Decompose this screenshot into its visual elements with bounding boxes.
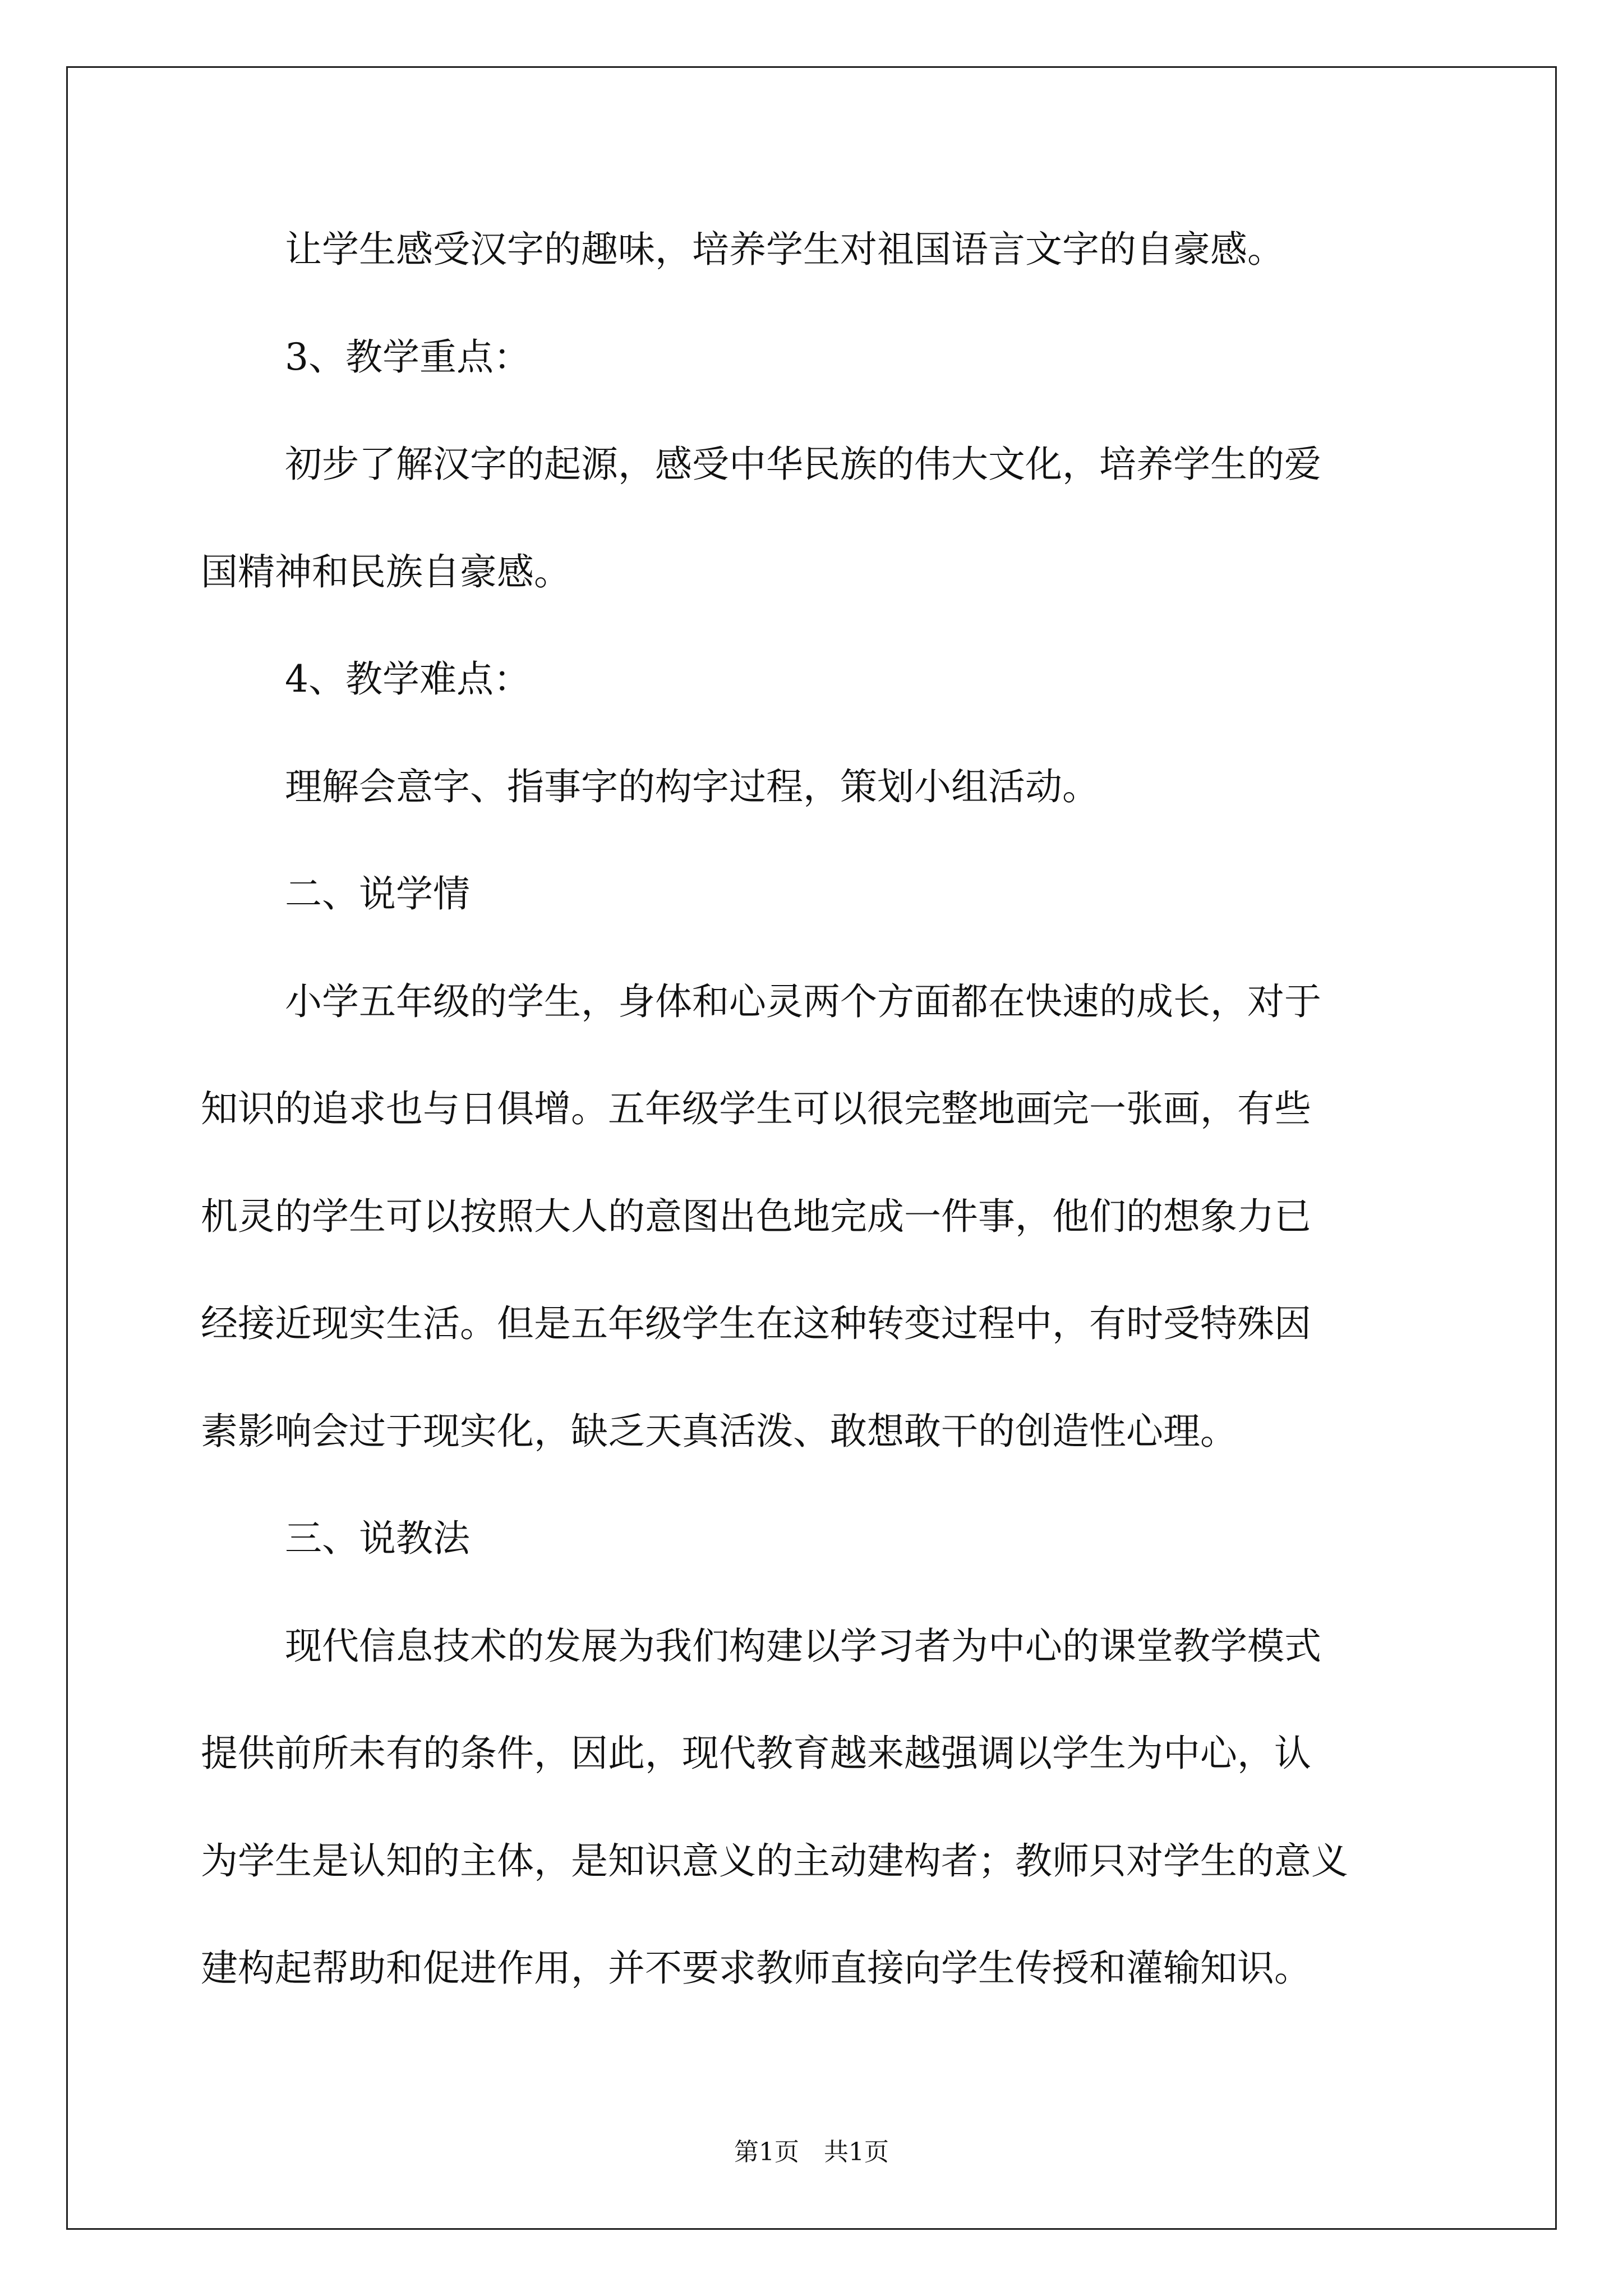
body-line: 现代信息技术的发展为我们构建以学习者为中心的课堂教学模式 <box>285 1625 1321 1668</box>
body-line: 机灵的学生可以按照大人的意图出色地完成一件事，他们的想象力已 <box>201 1195 1311 1238</box>
body-line: 提供前所未有的条件，因此，现代教育越来越强调以学生为中心，认 <box>201 1732 1311 1775</box>
body-line: 让学生感受汉字的趣味，培养学生对祖国语言文字的自豪感。 <box>285 228 1284 271</box>
body-line: 素影响会过于现实化，缺乏天真活泼、敢想敢干的创造性心理。 <box>201 1410 1237 1453</box>
section-heading: 4、教学难点： <box>285 657 531 701</box>
body-line: 建构起帮助和促进作用，并不要求教师直接向学生传授和灌输知识。 <box>201 1947 1311 1990</box>
body-line: 知识的追求也与日俱增。五年级学生可以很完整地画完一张画，有些 <box>201 1087 1311 1130</box>
section-heading: 三、说教法 <box>285 1517 470 1560</box>
body-line: 经接近现实生活。但是五年级学生在这种转变过程中，有时受特殊因 <box>201 1302 1311 1345</box>
page-border <box>66 66 1557 2230</box>
body-line: 国精神和民族自豪感。 <box>201 550 571 593</box>
body-line: 小学五年级的学生，身体和心灵两个方面都在快速的成长，对于 <box>285 980 1321 1023</box>
section-heading: 二、说学情 <box>285 872 470 915</box>
section-heading: 3、教学重点： <box>285 335 531 379</box>
body-line: 初步了解汉字的起源，感受中华民族的伟大文化，培养学生的爱 <box>285 443 1321 486</box>
body-line: 理解会意字、指事字的构字过程，策划小组活动。 <box>285 765 1099 808</box>
body-line: 为学生是认知的主体，是知识意义的主动建构者；教师只对学生的意义 <box>201 1839 1348 1883</box>
page-number-footer: 第1页 共1页 <box>734 2138 889 2166</box>
